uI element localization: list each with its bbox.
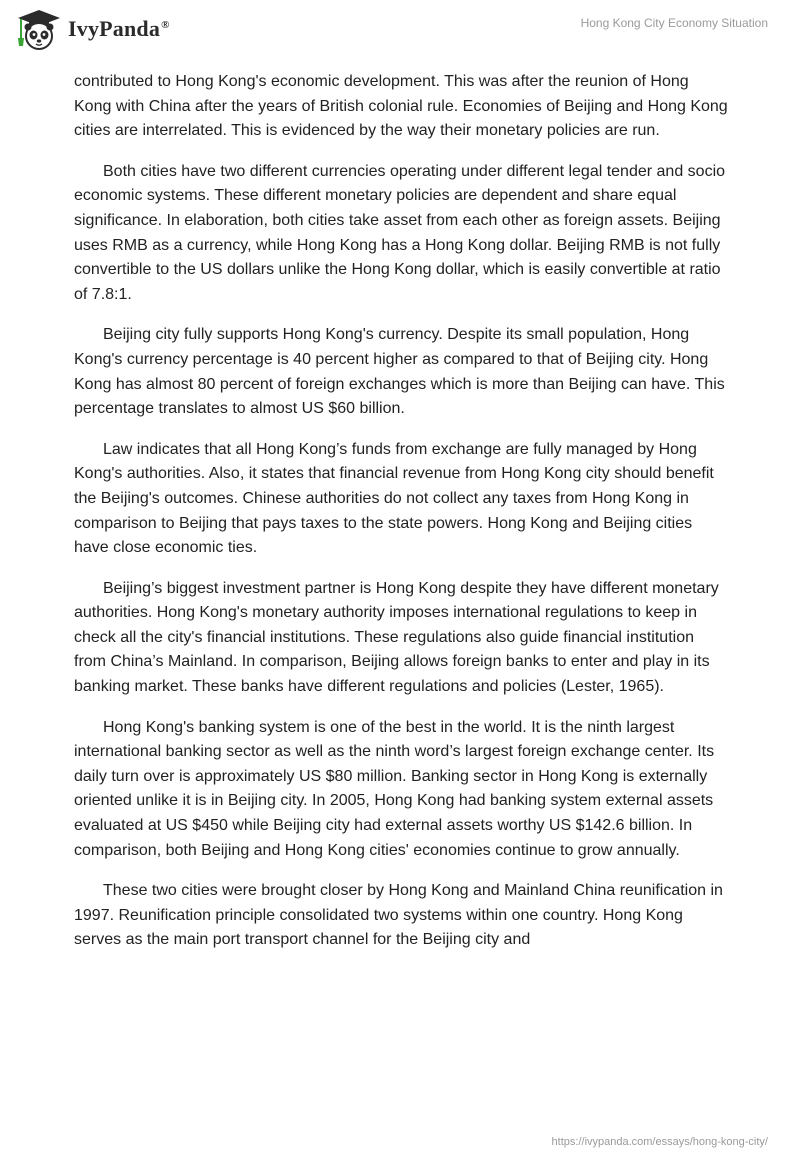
paragraph-investment-partner: Beijing’s biggest investment partner is Hong Kong despite they have different monetary authorities. Hong Kong's monetary authority imposes international regulations to keep in check all the city's financial institutions. These regulations also guide financial institution from China’s Mainland. In comparison, Beijing allows foreign banks to enter and play in its banking market. These banks have different regulations and policies (Lester, 1965).	[74, 579, 719, 696]
panda-graduation-cap-icon	[14, 8, 64, 52]
registered-mark: ®	[161, 18, 170, 31]
paragraph-currency-support: Beijing city fully supports Hong Kong's currency. Despite its small population, Hong Kong's currency percentage is 40 percent higher as compared to that of Beijing city. Hong Kong has almost 80 percent of foreign exchanges which is more than Beijing can have. This percentage translates to almost US $60 billion.	[74, 326, 725, 418]
page-header	[0, 0, 800, 60]
paragraph-law: Law indicates that all Hong Kong’s funds from exchange are fully managed by Hong Kong's authorities. Also, it states that financial revenue from Hong Kong city should benefit the Beijing's outcomes. Chinese authorities do not collect any taxes from Hong Kong in comparison to Beijing that pays taxes to the state powers. Hong Kong and Beijing cities have close economic ties.	[74, 440, 714, 557]
essay-body	[74, 70, 728, 969]
paragraph-banking-system: Hong Kong's banking system is one of the best in the world. It is the ninth largest international banking sector as well as the ninth word’s largest foreign exchange center. Its daily turn over is approximately US $80 million. Banking sector in Hong Kong is externally oriented unlike it is in Beijing city. In 2005, Hong Kong had banking system external assets evaluated at US $450 while Beijing city had external assets worthy US $142.6 billion. In comparison, both Beijing and Hong Kong cities' economies continue to grow annually.	[74, 718, 715, 859]
ivypanda-logo[interactable]	[14, 8, 170, 52]
document-title: Hong Kong City Economy Situation	[580, 16, 768, 30]
paragraph-reunification: These two cities were brought closer by Hong Kong and Mainland China reunification in 1997. Reunification principle consolidated two systems within one country. Hong Kong serves as the main port transport channel for the Beijing city and	[74, 882, 723, 949]
paragraph-continuation: contributed to Hong Kong's economic development. This was after the reunion of Hong Kong with China after the years of British colonial rule. Economies of Beijing and Hong Kong cities are interrelated. This is evidenced by the way their monetary policies are run.	[74, 73, 728, 140]
paragraph-currencies: Both cities have two different currencies operating under different legal tender and socio economic systems. These different monetary policies are dependent and share equal significance. In elaboration, both cities take asset from each other as foreign assets. Beijing uses RMB as a currency, while Hong Kong has a Hong Kong dollar. Beijing RMB is not fully convertible to the US dollars unlike the Hong Kong dollar, which is easily convertible at ratio of 7.8:1.	[74, 162, 726, 303]
source-url[interactable]: https://ivypanda.com/essays/hong-kong-city/	[551, 1136, 768, 1148]
brand-name: IvyPanda®	[68, 16, 170, 41]
